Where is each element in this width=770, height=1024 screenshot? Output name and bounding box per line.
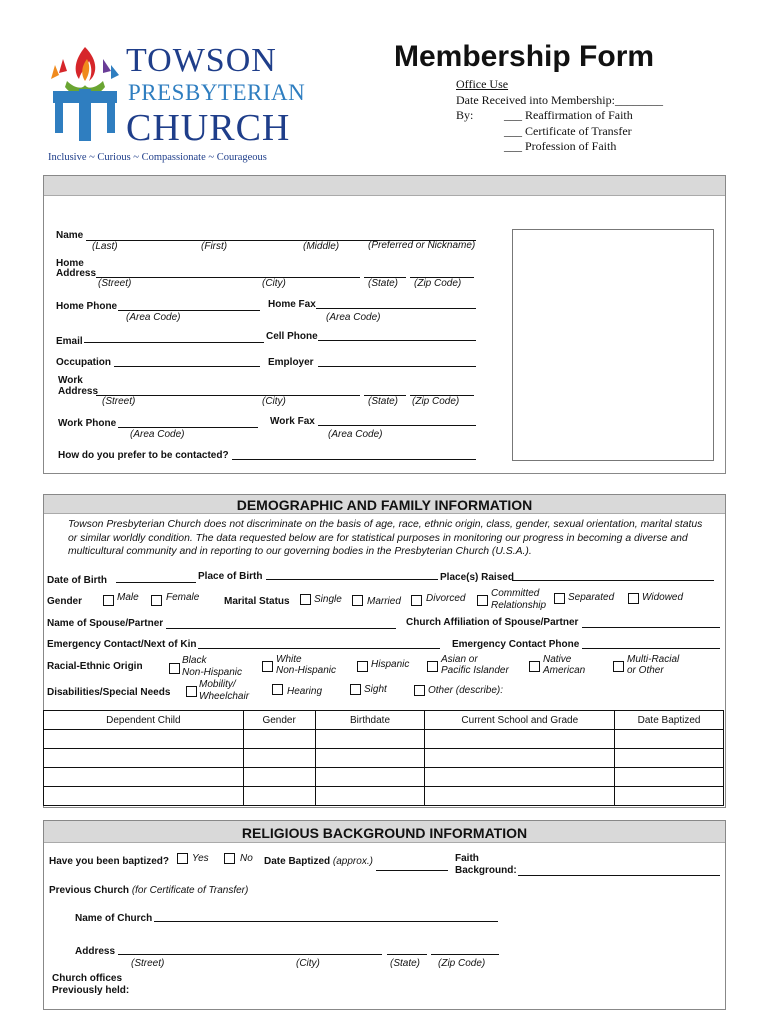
faith-label-line2: Background:	[455, 865, 517, 876]
home-street-field[interactable]	[96, 277, 360, 278]
home-state-sub: (State)	[368, 278, 399, 289]
home-phone-label: Home Phone	[56, 301, 118, 312]
sight-option: Sight	[364, 684, 387, 695]
logo-tagline: Inclusive ~ Curious ~ Compassionate ~ Courageous	[48, 152, 267, 163]
church-zip-field[interactable]	[431, 954, 499, 955]
table-cell[interactable]	[615, 730, 724, 749]
name-of-church-field[interactable]	[154, 921, 498, 922]
church-logo	[40, 40, 320, 170]
table-row	[44, 749, 724, 768]
col-dependent-child: Dependent Child	[44, 711, 244, 730]
disabilities-label: Disabilities/Special Needs	[47, 687, 171, 698]
certificate-option: ___ Certificate of Transfer	[504, 123, 632, 138]
places-raised-field[interactable]	[512, 580, 714, 581]
male-option: Male	[117, 592, 139, 603]
table-cell[interactable]	[615, 787, 724, 806]
male-checkbox[interactable]	[103, 595, 114, 606]
widowed-checkbox[interactable]	[628, 593, 639, 604]
home-fax-area-sub: (Area Code)	[326, 312, 381, 323]
committed-checkbox[interactable]	[477, 595, 488, 606]
divorced-checkbox[interactable]	[411, 595, 422, 606]
spouse-field[interactable]	[166, 628, 396, 629]
racial-ethnic-label: Racial-Ethnic Origin	[47, 661, 143, 672]
by-label: By:	[456, 108, 474, 122]
church-affiliation-field[interactable]	[582, 627, 720, 628]
table-row	[44, 787, 724, 806]
table-cell[interactable]	[615, 768, 724, 787]
faith-label-line1: Faith	[455, 853, 479, 864]
multiracial-option-line2: or Other	[627, 665, 664, 676]
separated-checkbox[interactable]	[554, 593, 565, 604]
home-fax-field[interactable]	[316, 308, 476, 309]
white-option-line2: Non-Hispanic	[276, 665, 337, 676]
work-phone-area-sub: (Area Code)	[130, 429, 185, 440]
table-cell[interactable]	[615, 749, 724, 768]
occupation-label: Occupation	[56, 357, 112, 368]
flame-cross-icon	[45, 45, 125, 145]
table-cell[interactable]	[44, 730, 244, 749]
first-sub: (First)	[201, 241, 228, 252]
previous-church-text: Previous Church	[49, 885, 130, 896]
committed-option-line1: Committed	[491, 588, 540, 599]
emergency-contact-label: Emergency Contact/Next of Kin	[47, 639, 197, 650]
date-baptized-text: Date Baptized	[264, 856, 331, 867]
place-of-birth-label: Place of Birth	[198, 571, 263, 582]
work-address-label: Address	[58, 386, 99, 397]
table-row	[44, 730, 724, 749]
table-cell[interactable]	[243, 787, 315, 806]
logo-line-church: CHURCH	[126, 107, 291, 149]
work-fax-label: Work Fax	[270, 416, 315, 427]
office-use-heading: Office Use	[456, 77, 509, 91]
home-zip-sub: (Zip Code)	[414, 278, 462, 289]
photo-box[interactable]	[512, 229, 714, 461]
committed-option-line2: Relationship	[491, 600, 547, 611]
black-option-line1: Black	[182, 655, 207, 666]
nondiscrimination-notice: Towson Presbyterian Church does not discriminate on the basis of age, race, ethnic origin, class, gender, sexual orientation, marital status or similar worldly condition. The data requested below are for statistical purposes in monitoring our progress in becoming a diverse and multicultural community and in reporting to our governing bodies in the Presbyterian Church (U.S.A.).	[68, 519, 703, 557]
church-address-label: Address	[75, 946, 116, 957]
work-label: Work	[58, 375, 83, 386]
places-raised-label: Place(s) Raised	[440, 572, 514, 583]
asian-option-line2: Pacific Islander	[441, 665, 509, 676]
previous-church-label	[49, 885, 248, 896]
col-date-baptized: Date Baptized	[615, 711, 724, 730]
for-transfer-text: (for Certificate of Transfer)	[131, 885, 249, 896]
hispanic-checkbox[interactable]	[357, 661, 368, 672]
preferred-sub: (Preferred or Nickname)	[368, 240, 476, 251]
date-baptized-field[interactable]	[376, 870, 448, 871]
single-checkbox[interactable]	[300, 594, 311, 605]
cell-phone-label: Cell Phone	[266, 331, 318, 342]
last-sub: (Last)	[92, 241, 118, 252]
mobility-option-line2: Wheelchair	[199, 691, 250, 702]
home-fax-label: Home Fax	[268, 299, 316, 310]
white-option-line1: White	[276, 654, 302, 665]
church-offices-label-line1: Church offices	[52, 973, 123, 984]
married-checkbox[interactable]	[352, 595, 363, 606]
table-cell[interactable]	[315, 787, 425, 806]
date-baptized-label	[264, 856, 373, 867]
occupation-field[interactable]	[114, 366, 260, 367]
work-fax-area-sub: (Area Code)	[328, 429, 383, 440]
table-cell[interactable]	[315, 749, 425, 768]
email-label: Email	[56, 336, 83, 347]
mobility-option-line1: Mobility/	[199, 679, 236, 690]
church-city-sub: (City)	[296, 958, 320, 969]
black-option-line2: Non-Hispanic	[182, 667, 243, 678]
divorced-option: Divorced	[426, 593, 466, 604]
religious-title: RELIGIOUS BACKGROUND INFORMATION	[241, 825, 528, 841]
home-label: Home	[56, 258, 84, 269]
yes-option: Yes	[192, 853, 209, 864]
widowed-option: Widowed	[642, 592, 684, 603]
col-birthdate: Birthdate	[315, 711, 425, 730]
asian-checkbox[interactable]	[427, 661, 438, 672]
page-title: Membership Form	[394, 40, 655, 73]
logo-line-towson: TOWSON	[126, 42, 277, 79]
home-phone-field[interactable]	[118, 310, 260, 311]
no-option: No	[240, 853, 253, 864]
black-checkbox[interactable]	[169, 663, 180, 674]
no-checkbox[interactable]	[224, 853, 235, 864]
table-cell[interactable]	[243, 749, 315, 768]
table-cell[interactable]	[425, 749, 615, 768]
employer-label: Employer	[268, 357, 314, 368]
name-of-church-label: Name of Church	[75, 913, 153, 924]
table-cell[interactable]	[44, 768, 244, 787]
demographic-title: DEMOGRAPHIC AND FAMILY INFORMATION	[236, 497, 533, 513]
home-phone-area-sub: (Area Code)	[126, 312, 181, 323]
church-affiliation-label: Church Affiliation of Spouse/Partner	[406, 617, 579, 628]
other-checkbox[interactable]	[414, 685, 425, 696]
demographic-header-bar	[44, 495, 725, 514]
hearing-checkbox[interactable]	[272, 684, 283, 695]
work-state-sub: (State)	[368, 396, 399, 407]
hearing-option: Hearing	[287, 686, 323, 697]
cell-phone-field[interactable]	[318, 340, 476, 341]
table-cell[interactable]	[315, 730, 425, 749]
table-cell[interactable]	[44, 749, 244, 768]
church-zip-sub: (Zip Code)	[438, 958, 486, 969]
church-street-sub: (Street)	[131, 958, 165, 969]
emergency-contact-field[interactable]	[198, 648, 440, 649]
date-received: Date Received into Membership:________	[456, 92, 663, 107]
gender-label: Gender	[47, 596, 83, 607]
emergency-phone-label: Emergency Contact Phone	[452, 639, 580, 650]
contact-pref-field[interactable]	[232, 459, 476, 460]
baptized-label: Have you been baptized?	[49, 856, 170, 867]
table-cell[interactable]	[44, 787, 244, 806]
church-street-field[interactable]	[118, 954, 382, 955]
work-street-field[interactable]	[96, 395, 360, 396]
email-field[interactable]	[84, 342, 264, 343]
contact-pref-label: How do you prefer to be contacted?	[58, 450, 229, 461]
col-gender: Gender	[243, 711, 315, 730]
dob-field[interactable]	[116, 582, 196, 583]
col-school-grade: Current School and Grade	[425, 711, 615, 730]
native-checkbox[interactable]	[529, 661, 540, 672]
marital-status-label: Marital Status	[224, 596, 290, 607]
approx-text: (approx.)	[332, 856, 373, 867]
work-street-sub: (Street)	[102, 396, 136, 407]
reaffirmation-option: ___ Reaffirmation of Faith	[504, 108, 633, 122]
single-option: Single	[314, 594, 342, 605]
table-cell[interactable]	[425, 768, 615, 787]
faith-background-field[interactable]	[518, 875, 720, 876]
native-option-line2: American	[543, 665, 586, 676]
separated-option: Separated	[568, 592, 615, 603]
table-row	[44, 768, 724, 787]
multiracial-checkbox[interactable]	[613, 661, 624, 672]
church-state-field[interactable]	[387, 954, 427, 955]
native-option-line1: Native	[543, 654, 572, 665]
work-city-sub: (City)	[262, 396, 286, 407]
home-street-sub: (Street)	[98, 278, 132, 289]
female-checkbox[interactable]	[151, 595, 162, 606]
dependents-header-row	[44, 711, 724, 730]
white-checkbox[interactable]	[262, 661, 273, 672]
yes-checkbox[interactable]	[177, 853, 188, 864]
work-zip-sub: (Zip Code)	[412, 396, 460, 407]
dependents-table	[43, 710, 724, 806]
place-of-birth-field[interactable]	[266, 579, 438, 580]
profession-option: ___ Profession of Faith	[504, 139, 617, 153]
work-fax-field[interactable]	[318, 425, 476, 426]
logo-line-presbyterian: PRESBYTERIAN	[128, 80, 306, 105]
home-address-label: Address	[56, 268, 97, 279]
sight-checkbox[interactable]	[350, 684, 361, 695]
married-option: Married	[367, 596, 401, 607]
church-state-sub: (State)	[390, 958, 421, 969]
employer-field[interactable]	[318, 366, 476, 367]
work-phone-label: Work Phone	[58, 418, 117, 429]
office-use-block	[456, 77, 663, 155]
spouse-label: Name of Spouse/Partner	[47, 618, 164, 629]
name-label: Name	[56, 230, 84, 241]
religious-header-bar	[44, 821, 725, 843]
middle-sub: (Middle)	[303, 241, 340, 252]
emergency-phone-field[interactable]	[582, 648, 720, 649]
multiracial-option-line1: Multi-Racial	[627, 654, 680, 665]
table-cell[interactable]	[243, 768, 315, 787]
other-option: Other (describe):	[428, 685, 504, 696]
table-cell[interactable]	[243, 730, 315, 749]
mobility-checkbox[interactable]	[186, 686, 197, 697]
home-city-sub: (City)	[262, 278, 286, 289]
church-offices-label-line2: Previously held:	[52, 985, 130, 996]
table-cell[interactable]	[425, 730, 615, 749]
work-phone-field[interactable]	[118, 427, 258, 428]
hispanic-option: Hispanic	[371, 659, 410, 670]
female-option: Female	[166, 592, 200, 603]
contact-panel-header-bar	[44, 176, 725, 196]
table-cell[interactable]	[425, 787, 615, 806]
dob-label: Date of Birth	[47, 575, 107, 586]
asian-option-line1: Asian or	[441, 654, 478, 665]
table-cell[interactable]	[315, 768, 425, 787]
